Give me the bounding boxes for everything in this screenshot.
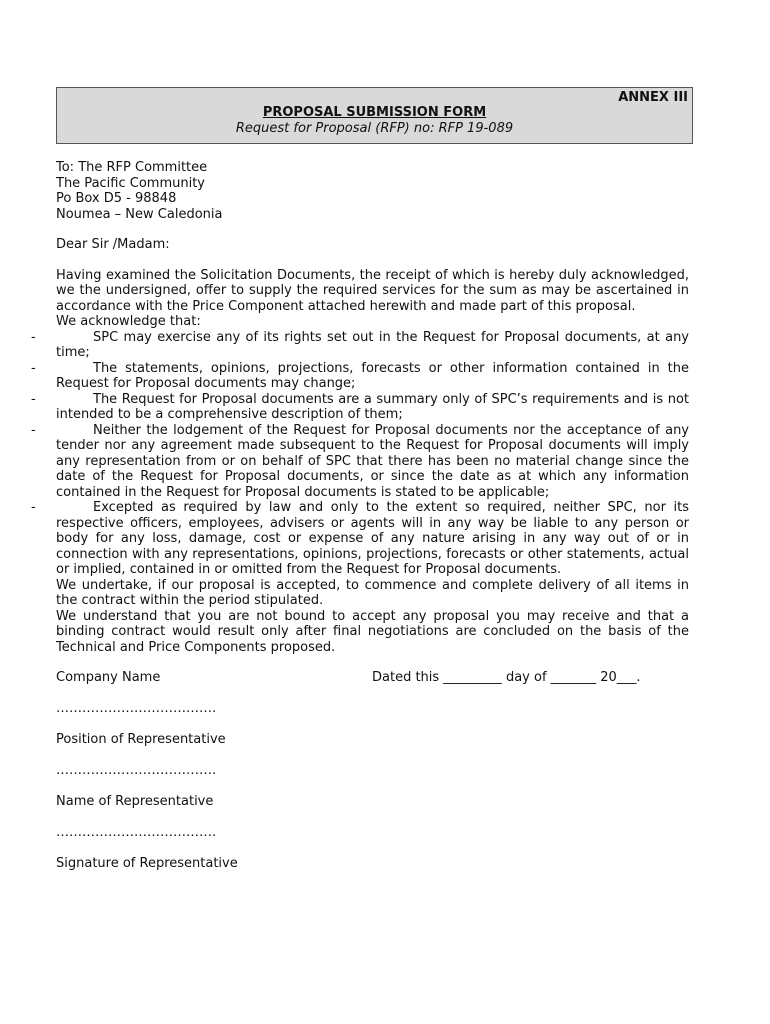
company-name-label: Company Name <box>56 670 161 685</box>
position-blank: ………………………………. <box>56 763 217 778</box>
bullet-marker: - <box>31 360 36 376</box>
bullet-text: The statements, opinions, projections, forecasts or other information contained in the Request for Proposal documents may change; <box>56 360 689 391</box>
company-name-blank: ………………………………. <box>56 701 217 716</box>
letter-body <box>31 160 689 872</box>
signature-section <box>56 670 689 872</box>
bullet-marker: - <box>31 329 36 345</box>
bullet-text: Excepted as required by law and only to the extent so required, neither SPC, nor its respective officers, employees, advisers or agents will in any way be liable to any person or body for any loss, damage, cost or expense of any nature arising in any way out of or in connection with any representations, opinions, projections, forecasts or other statements, actual or implied, contained in or omitted from the Request for Proposal documents. <box>56 500 689 577</box>
understand-paragraph: We understand that you are not bound to accept any proposal you may receive and that a binding contract would result only after final negotiations are concluded on the basis of the Technical and Price Components proposed. <box>56 608 689 655</box>
annex-label: ANNEX III <box>618 90 688 105</box>
name-label: Name of Representative <box>56 794 214 809</box>
acknowledge-line: We acknowledge that: <box>56 314 201 329</box>
address-line: To: The RFP Committee <box>56 160 208 175</box>
address-block <box>56 160 689 222</box>
form-subtitle: Request for Proposal (RFP) no: RFP 19-089 <box>235 121 514 136</box>
dated-line: Dated this _________ day of _______ 20___. <box>372 670 641 685</box>
bullet-marker: - <box>31 391 36 407</box>
undertake-paragraph: We undertake, if our proposal is accepted, to commence and complete delivery of all items in the contract within the period stipulated. <box>56 577 689 608</box>
bullet-item <box>31 422 689 501</box>
bullet-text: Neither the lodgement of the Request for Proposal documents nor the acceptance of any tender nor any agreement made subsequent to the Request for Proposal documents will imply any representation from or on behalf of SPC that there has been no material change since the date of the Request for Proposal documents, or since the date as at which any information contained in the Request for Proposal documents is stated to be applicable; <box>56 422 689 500</box>
salutation: Dear Sir /Madam: <box>56 237 170 252</box>
intro-paragraph: Having examined the Solicitation Documents, the receipt of which is hereby duly acknowledged, we the undersigned, offer to supply the required services for the sum as may be ascertained in accordance with the Price Component attached herewith and made part of this proposal. <box>56 267 689 314</box>
bullet-item <box>31 391 689 423</box>
bullet-marker: - <box>31 500 36 515</box>
form-title: PROPOSAL SUBMISSION FORM <box>262 105 487 120</box>
bullet-item <box>31 329 689 361</box>
bullet-item <box>31 360 689 392</box>
bullet-marker: - <box>31 422 36 438</box>
name-blank: ………………………………. <box>56 825 217 840</box>
address-line: The Pacific Community <box>56 175 205 191</box>
bullet-text: SPC may exercise any of its rights set out in the Request for Proposal documents, at any time; <box>56 329 689 360</box>
bullet-text: The Request for Proposal documents are a summary only of SPC’s requirements and is not intended to be a comprehensive description of them; <box>56 391 689 422</box>
company-row <box>56 670 689 686</box>
signature-label: Signature of Representative <box>56 856 238 871</box>
address-line: Noumea – New Caledonia <box>56 206 223 222</box>
bullet-item <box>31 500 689 578</box>
position-label: Position of Representative <box>56 732 226 747</box>
header-box <box>56 87 693 144</box>
address-line: Po Box D5 - 98848 <box>56 191 177 206</box>
